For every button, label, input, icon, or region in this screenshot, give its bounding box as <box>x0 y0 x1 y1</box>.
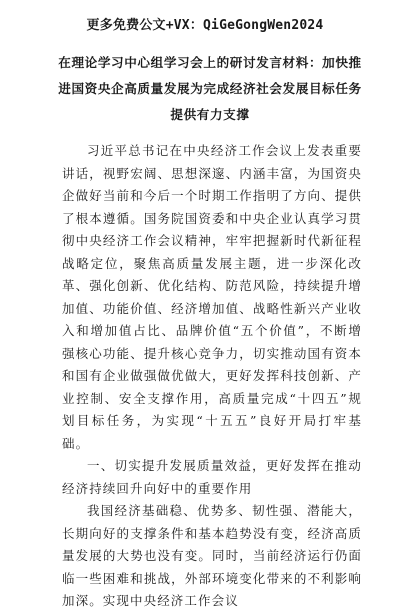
document-title: 在理论学习中心组学习会上的研讨发言材料：加快推进国资央企高质量发展为完成经济社会发展目标任务提供有力支撑 <box>58 55 362 122</box>
body-paragraph: 习近平总书记在中央经济工作会议上发表重要讲话，视野宏阔、思想深邃、内涵丰富，为国资央企做好当前和今后一个时期工作指明了方向、提供了根本遵循。国务院国资委和中央企业认真学习贯彻中央经济工作会议精神，牢牢把握新时代新征程战略定位，聚焦高质量发展主题，进一步深化改革、强化创新、优化结构、防范风险，持续提升增加值、功能价值、经济增加值、战略性新兴产业收入和增加值占比、品牌价值“五个价值”，不断增强核心功能、提升核心竞争力，切实推动国有资本和国有企业做强做优做大，更好发挥科技创新、产业控制、安全支撑作用，高质量完成“十四五”规划目标任务，为实现“十五五”良好开局打牢基础。 <box>62 143 362 451</box>
document-body <box>62 140 362 613</box>
section-heading: 一、切实提升发展质量效益，更好发挥在推动经济持续回升向好中的重要作用 <box>62 458 362 496</box>
promo-banner: 更多免费公文+VX：QiGeGongWen2024 <box>86 18 324 33</box>
body-paragraph: 我国经济基础稳、优势多、韧性强、潜能大，长期向好的支撑条件和基本趋势没有变，经济高质量发展的大势也没有变。同时，当前经济运行仍面临一些困难和挑战，外部环境变化带来的不利影响加深。实现中央经济工作会议 <box>62 503 362 608</box>
